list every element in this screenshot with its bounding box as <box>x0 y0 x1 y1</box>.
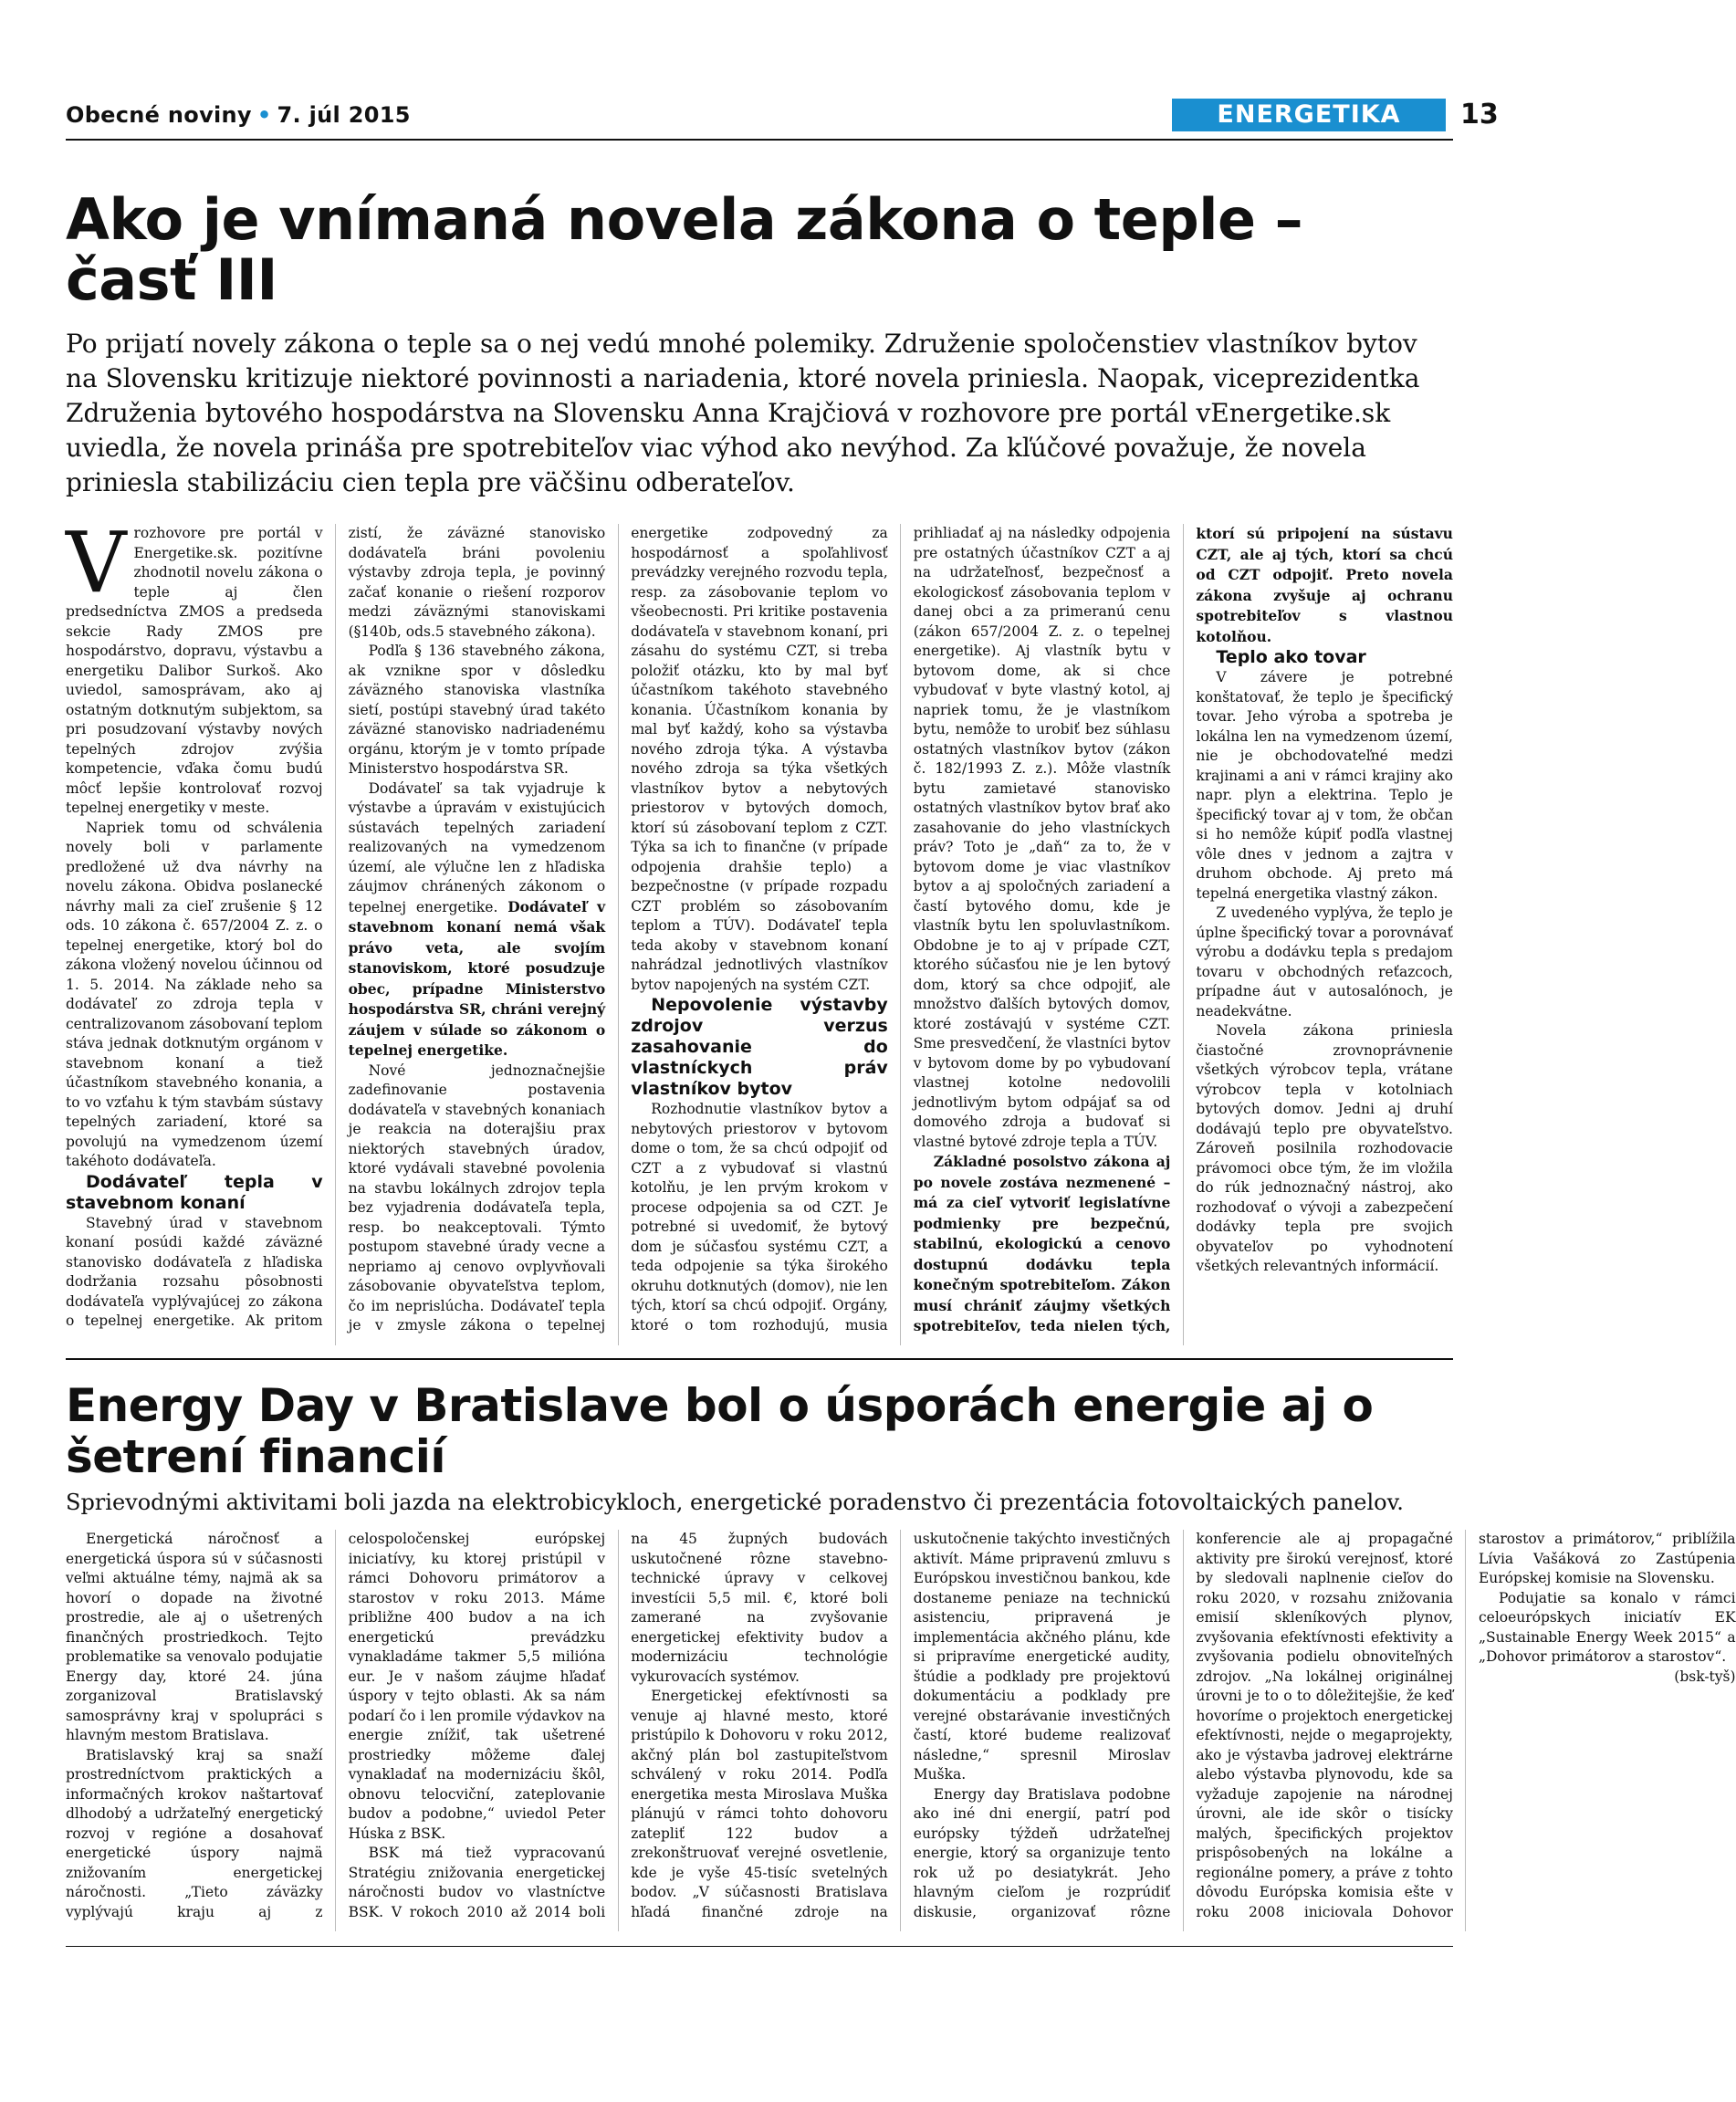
article1-paragraph: Základné posolstvo zákona aj po novele zostáva nezmenené – má za cieľ vytvoriť legislatívne podmienky pre bezpečnú, stabilnú, ekologickú a cenovo dostupnú dodávku tepla konečným spotrebiteľom. Zákon musí chrániť záujmy všetkých spotrebiteľov, teda nielen tých, ktorí sú pripojení na sústavu CZT, ale aj tých, ktorí sa chcú od CZT odpojiť. Preto novela zákona zvyšuje aj ochranu spotrebiteľov s vlastnou kotolňou. <box>913 525 1453 1334</box>
article1-headline: Ako je vnímaná novela zákona o teple – časť III <box>66 186 1303 313</box>
article1-paragraph: Rozhodnutie vlastníkov bytov a nebytových priestorov v bytovom dome o tom, že sa chcú odpojiť od CZT a z vybudovať si vlastnú kotolňu, je len prvým krokom v procese odpojenia sa od CZT. Je potrebné si uvedomiť, že bytový dom je súčasťou systému CZT, a teda odpojenie sa týka širokého okruhu dotknutých (domov), nie len tých, ktorí sa chcú odpojiť. Orgány, ktoré o tom rozhodujú, musia prihliadať aj na následky odpojenia pre ostatných účastníkov CZT a aj na udržateľnosť, bezpečnosť a ekologickosť zásobovania teplom v danej obci a za primeranú cenu (zákon 657/2004 Z. z. o tepelnej energetike). Aj vlastník bytu v bytovom dome, ak si chce vybudovať v byte vlastný kotol, aj napriek tomu, že je vlastníkom bytu, nemôže to urobiť bez súhlasu ostatných vlastníkov bytov (zákon č. 182/1993 Z. z.). Môže vlastník bytu zamietavé stanovisko ostatných vlastníkov bytov brať ako zasahovanie do jeho vlastníckych práv? Toto je „daň“ za to, že v bytovom dome je viac vlastníkov bytov a aj spoločných zariadení a častí bytového domu, kde je vlastník bytu len spoluvlastníkom. Obdobne je to aj v prípade CZT, ktorého súčasťou nie je len bytový dom, ktorý sa chce odpojiť, ale množstvo ďalších bytových domov, ktoré zostávajú v systéme CZT. Sme presvedčení, že vlastníci bytov v bytovom dome by po vybudovaní vlastnej kotolne nedovolili jednotlivým bytom odpájať sa od domového zdroja a budovať si vlastné bytové zdroje tepla a TÚV. <box>631 525 1171 1333</box>
article1-paragraph: V závere je potrebné konštatovať, že teplo je špecifický tovar. Jeho výroba a spotreba je lokálna len na vymedzenom území, nie je obchodovateľné medzi krajinami a ani v rámci krajiny ako napr. plyn a elektrina. Teplo je špecifický tovar aj v tom, že občan si ho nemôže kúpiť podľa vlastnej vôle dnes v jednom a zajtra v druhom obchode. Aj preto má tepelná energetika vlastný zákon. <box>1196 669 1453 902</box>
article2-paragraph: Energetickej efektívnosti sa venuje aj hlavné mesto, ktoré pristúpilo k Dohovoru v roku 2012, akčný plán bol zastupiteľstvom schválený v roku 2014. Podľa energetika mesta Miroslava Muška plánujú v rámci tohto dohovoru zatepliť 122 budov a zrekonštruovať verejné osvetlenie, kde je vyše 45-tisíc svetelných bodov. „V súčasnosti Bratislava hľadá finančné zdroje na uskutočnenie takýchto investičných aktivít. Máme pripravenú zmluvu s Európskou investičnou bankou, kde dostaneme peniaze na technickú asistenciu, pripravená je implementácia akčného plánu, kde si pripravíme energetické audity, štúdie a podklady pre projektovú dokumentáciu a podklady pre verejné obstarávanie investičných častí, ktoré budeme realizovať následne,“ spresnil Miroslav Muška. <box>631 1531 1171 1920</box>
page-number: 13 <box>1460 99 1499 131</box>
article1-lead: Po prijatí novely zákona o teple sa o nej vedú mnohé polemiky. Združenie spoločenstiev vlastníkov bytov na Slovensku kritizuje niektoré povinnosti a nariadenia, ktoré novela priniesla. Naopak, viceprezidentka Združenia bytového hospodárstva na Slovensku Anna Krajčiová v rozhovore pre portál vEnergetike.sk uviedla, že novela prináša pre spotrebiteľov viac výhod ako nevýhod. Za kľúčové považuje, že novela priniesla stabilizáciu cien tepla pre väčšinu odberateľov. <box>66 329 1420 497</box>
article1-body <box>66 514 1453 1345</box>
footer-rule <box>66 1946 1453 1947</box>
masthead <box>66 99 1499 135</box>
article1-subhead: Dodávateľ tepla v stavebnom konaní <box>66 1171 323 1213</box>
publication-name: Obecné noviny <box>66 102 252 128</box>
article1-paragraph: Novela zákona priniesla čiastočné zrovnoprávnenie všetkých výrobcov tepla, vrátane výrobcov tepla v kotolniach bytových domov. Jedni aj druhí dodávajú teplo pre obyvateľstvo. Zároveň posilnila rozhodovacie právomoci obce tým, že im vložila do rúk jednoznačný nástroj, ako rozhodovať o vývoji a zabezpečení dodávky tepla pre svojich obyvateľov po vyhodnotení všetkých relevantných informácií. <box>1196 1022 1453 1274</box>
article1-paragraph: Podľa § 136 stavebného zákona, ak vznikne spor v dôsledku záväzného stanoviska vlastníka sietí, postúpi stavebný úrad takéto záväzné stanovisko nadriadenému orgánu, ktorým je v tomto prípade Ministerstvo hospodárstva SR. <box>348 643 606 777</box>
article1-paragraph: Z uvedeného vyplýva, že teplo je úplne špecifický tovar a porovnávať výrobu a dodávku tepla s predajom tovaru v obchodných reťazcoch, prípadne áut v autosalónoch, je neadekvátne. <box>1196 905 1453 1020</box>
article2-body <box>66 1530 1736 1931</box>
article2-paragraph: Bratislavský kraj sa snaží prostredníctvom praktických a informačných krokov naštartovať dlhodobý a udržateľný energetický rozvoj v regióne a dosahovať energetické úspory najmä znižovaním energetickej náročnosti. „Tieto záväzky vyplývajú kraju aj z celospoločenskej európskej iniciatívy, ku ktorej pristúpil v rámci Dohovoru primátorov a starostov v roku 2013. Máme približne 400 budov a na ich energetickú prevádzku vynakladáme takmer 5,5 milióna eur. Je v našom záujme hľadať úspory v tejto oblasti. Ak sa nám podarí čo i len promile výdavkov na energie znížiť, tak ušetrené prostriedky môžeme ďalej vynakladať na modernizáciu škôl, obnovu telocviční, zateplovanie budov a podobne,“ uviedol Peter Húska z BSK. <box>66 1531 606 1920</box>
article1-paragraph: Napriek tomu od schválenia novely boli v parlamente predložené už dva návrhy na novelu zákona. Obidva poslanecké návrhy mali za cieľ zrušenie § 12 ods. 10 zákona č. 657/2004 Z. z. o tepelnej energetike, ktorý bol do zákona vložený novelou účinnou od 1. 5. 2014. Na základe neho sa dodávateľ zo zdroja tepla v centralizovanom zásobovaní teplom stáva jednak dotknutým orgánom v stavebnom konaní a tiež účastníkom stavebného konania, a to vo vzťahu k tým stavbám sústavy tepelných zariadení, ktoré sa povolujú na vymedzenom území takéhoto dodávateľa. <box>66 819 323 1169</box>
article1-paragraph: Vrozhovore pre portál v Energetike.sk. pozitívne zhodnotil novelu zákona o teple aj člen predsedníctva ZMOS a predseda sekcie Rady ZMOS pre hospodárstvo, dopravu, výstavbu a energetiku Dalibor Surkoš. Ako uviedol, samosprávam, ako aj ostatným dotknutým subjektom, sa pri posudzovaní výstavby nových tepelných zdrojov zvýšia kompetencie, vďaka čomu budú môcť lepšie kontrolovať rozvoj tepelnej energetiky v meste. <box>66 514 323 816</box>
article2-signature: (bsk-tyš) <box>1674 1668 1736 1685</box>
article1-subhead: Nepovolenie výstavby zdrojov verzus zasahovanie do vlastníckych práv vlastníkov bytov <box>631 995 888 1099</box>
separator-dot: • <box>256 102 272 128</box>
article2-headline: Energy Day v Bratislave bol o úsporách energie aj o šetrení financií <box>66 1379 1374 1483</box>
article2-paragraph: BSK má tiež vypracovanú Stratégiu znižovania energetickej náročnosti budov vo vlastníctve BSK. V rokoch 2010 až 2014 boli na 45 župných budovách uskutočnené rôzne stavebno-technické úpravy v celkovej investícii 5,5 mil. €, ktoré boli zamerané na zvyšovanie energetickej efektivity budov a modernizáciu technológie vykurovacích systémov. <box>348 1531 888 1920</box>
drop-cap: V <box>66 514 127 612</box>
article2-paragraph: Energy day Bratislava podobne ako iné dni energií, patrí pod európsky týždeň udržateľnej energie, ktorý sa organizuje tento rok už po desiatykrát. Jeho hlavným cieľom je rozprúdiť diskusie, organizovať rôzne konferencie ale aj propagačné aktivity pre širokú verejnosť, ktoré by sledovali naplnenie cieľov do roku 2020, v rozsahu znižovania emisií skleníkových plynov, zvyšovania efektívnosti efektivity a zvyšovania podielu obnoviteľných zdrojov. „Na lokálnej originálnej úrovni je to o to dôležitejšie, že keď hovoríme o projektoch energetickej efektívnosti, nejde o megaprojekty, ako je výstavba jadrovej elektrárne alebo výstavba plynovodu, kde sa vyžaduje zapojenie na národnej úrovni, ale ide skôr o tisícky malých, špecifických projektov prispôsobených na lokálne a regionálne pomery, a práve z tohto dôvodu Európska komisia ešte v roku 2008 iniciovala Dohovor starostov a primátorov,“ priblížila Lívia Vašáková zo Zastúpenia Európskej komisie na Slovensku. <box>913 1531 1736 1920</box>
section-label: ENERGETIKA <box>1172 99 1446 131</box>
issue-date: 7. júl 2015 <box>277 102 411 128</box>
article-divider <box>66 1358 1453 1360</box>
article1-paragraph: Nové jednoznačnejšie zadefinovanie postavenia dodávateľa v stavebných konaniach je reakcia na doterajšiu prax niektorých stavebných úradov, ktoré vydávali stavebné povolenia na stavbu lokálnych zdrojov tepla bez vyjadrenia dodávateľa tepla, resp. bo neakceptovali. Týmto postupom stavebné úrady vecne a nepriamo aj cenovo ovplyvňovali zásobovanie obyvateľstva teplom, čo im neprislúcha. Dodávateľ tepla je v zmysle zákona o tepelnej energetike zodpovedný za hospodárnosť a spoľahlivosť prevádzky verejného rozvodu tepla, resp. za zásobovanie teplom vo všeobecnosti. Pri kritike postavenia dodávateľa v stavebnom konaní, pri zásahu do systému CZT, si treba položiť otázku, kto by mal byť účastníkom takéhoto stavebného konania. Účastníkom konania by mal byť každý, koho sa výstavba nového zdroja týka. A výstavba nového zdroja sa týka všetkých vlastníkov bytov a nebytových priestorov v bytových domoch, ktorí sú zásobovaní teplom z CZT. Týka sa ich to finančne (v prípade odpojenia drahšie teplo) a bezpečnostne (v prípade rozpadu CZT problém so zásobovaním teplom a TÚV). Dodávateľ tepla teda akoby v stavebnom konaní nahrádzal jednotlivých vlastníkov bytov napojených na systém CZT. <box>348 525 888 1333</box>
article1-paragraph: Stavebný úrad v stavebnom konaní posúdi každé záväzné stanovisko dodávateľa z hľadiska dodržania rozsahu pôsobnosti dodávateľa vyplývajúcej zo zákona o tepelnej energetike. Ak pritom zistí, že záväzné stanovisko dodávateľa bráni povoleniu výstavby zdroja tepla, je povinný začať konanie o riešení rozporov medzi záväznými stanoviskami (§140b, ods.5 stavebného zákona). <box>66 525 606 1329</box>
publication-line <box>66 102 411 128</box>
article2-paragraph: Energetická náročnosť a energetická úspora sú v súčasnosti veľmi aktuálne témy, najmä ak sa hovorí o dopade na životné prostredie, ale aj o ušetrených finančných prostriedkoch. Tejto problematike sa venovalo podujatie Energy day, ktoré 24. júna zorganizoval Bratislavský samosprávny kraj v spolupráci s hlavným mestom Bratislava. <box>66 1531 323 1743</box>
header-rule <box>66 139 1453 141</box>
article1-paragraph: Dodávateľ sa tak vyjadruje k výstavbe a úpravám v existujúcich sústavách tepelných zariadení realizovaných na vymedzenom území, ale výlučne len z hľadiska záujmov chránených zákonom o tepelnej energetike. Dodávateľ v stavebnom konaní nemá však právo veta, ale svojím stanoviskom, ktoré posudzuje obec, prípadne Ministerstvo hospodárstva SR, chráni verejný záujem v súlade so zákonom o tepelnej energetike. <box>348 779 606 1059</box>
article1-subhead: Teplo ako tovar <box>1216 647 1366 667</box>
article2-lead: Sprievodnými aktivitami boli jazda na elektrobicykloch, energetické poradenstvo či prezentácia fotovoltaických panelov. <box>66 1490 1404 1515</box>
article2-paragraph: Podujatie sa konalo v rámci celoeurópskych iniciatív EK „Sustainable Energy Week 2015“ a „Dohovor primátorov a starostov“. <box>1478 1589 1736 1665</box>
